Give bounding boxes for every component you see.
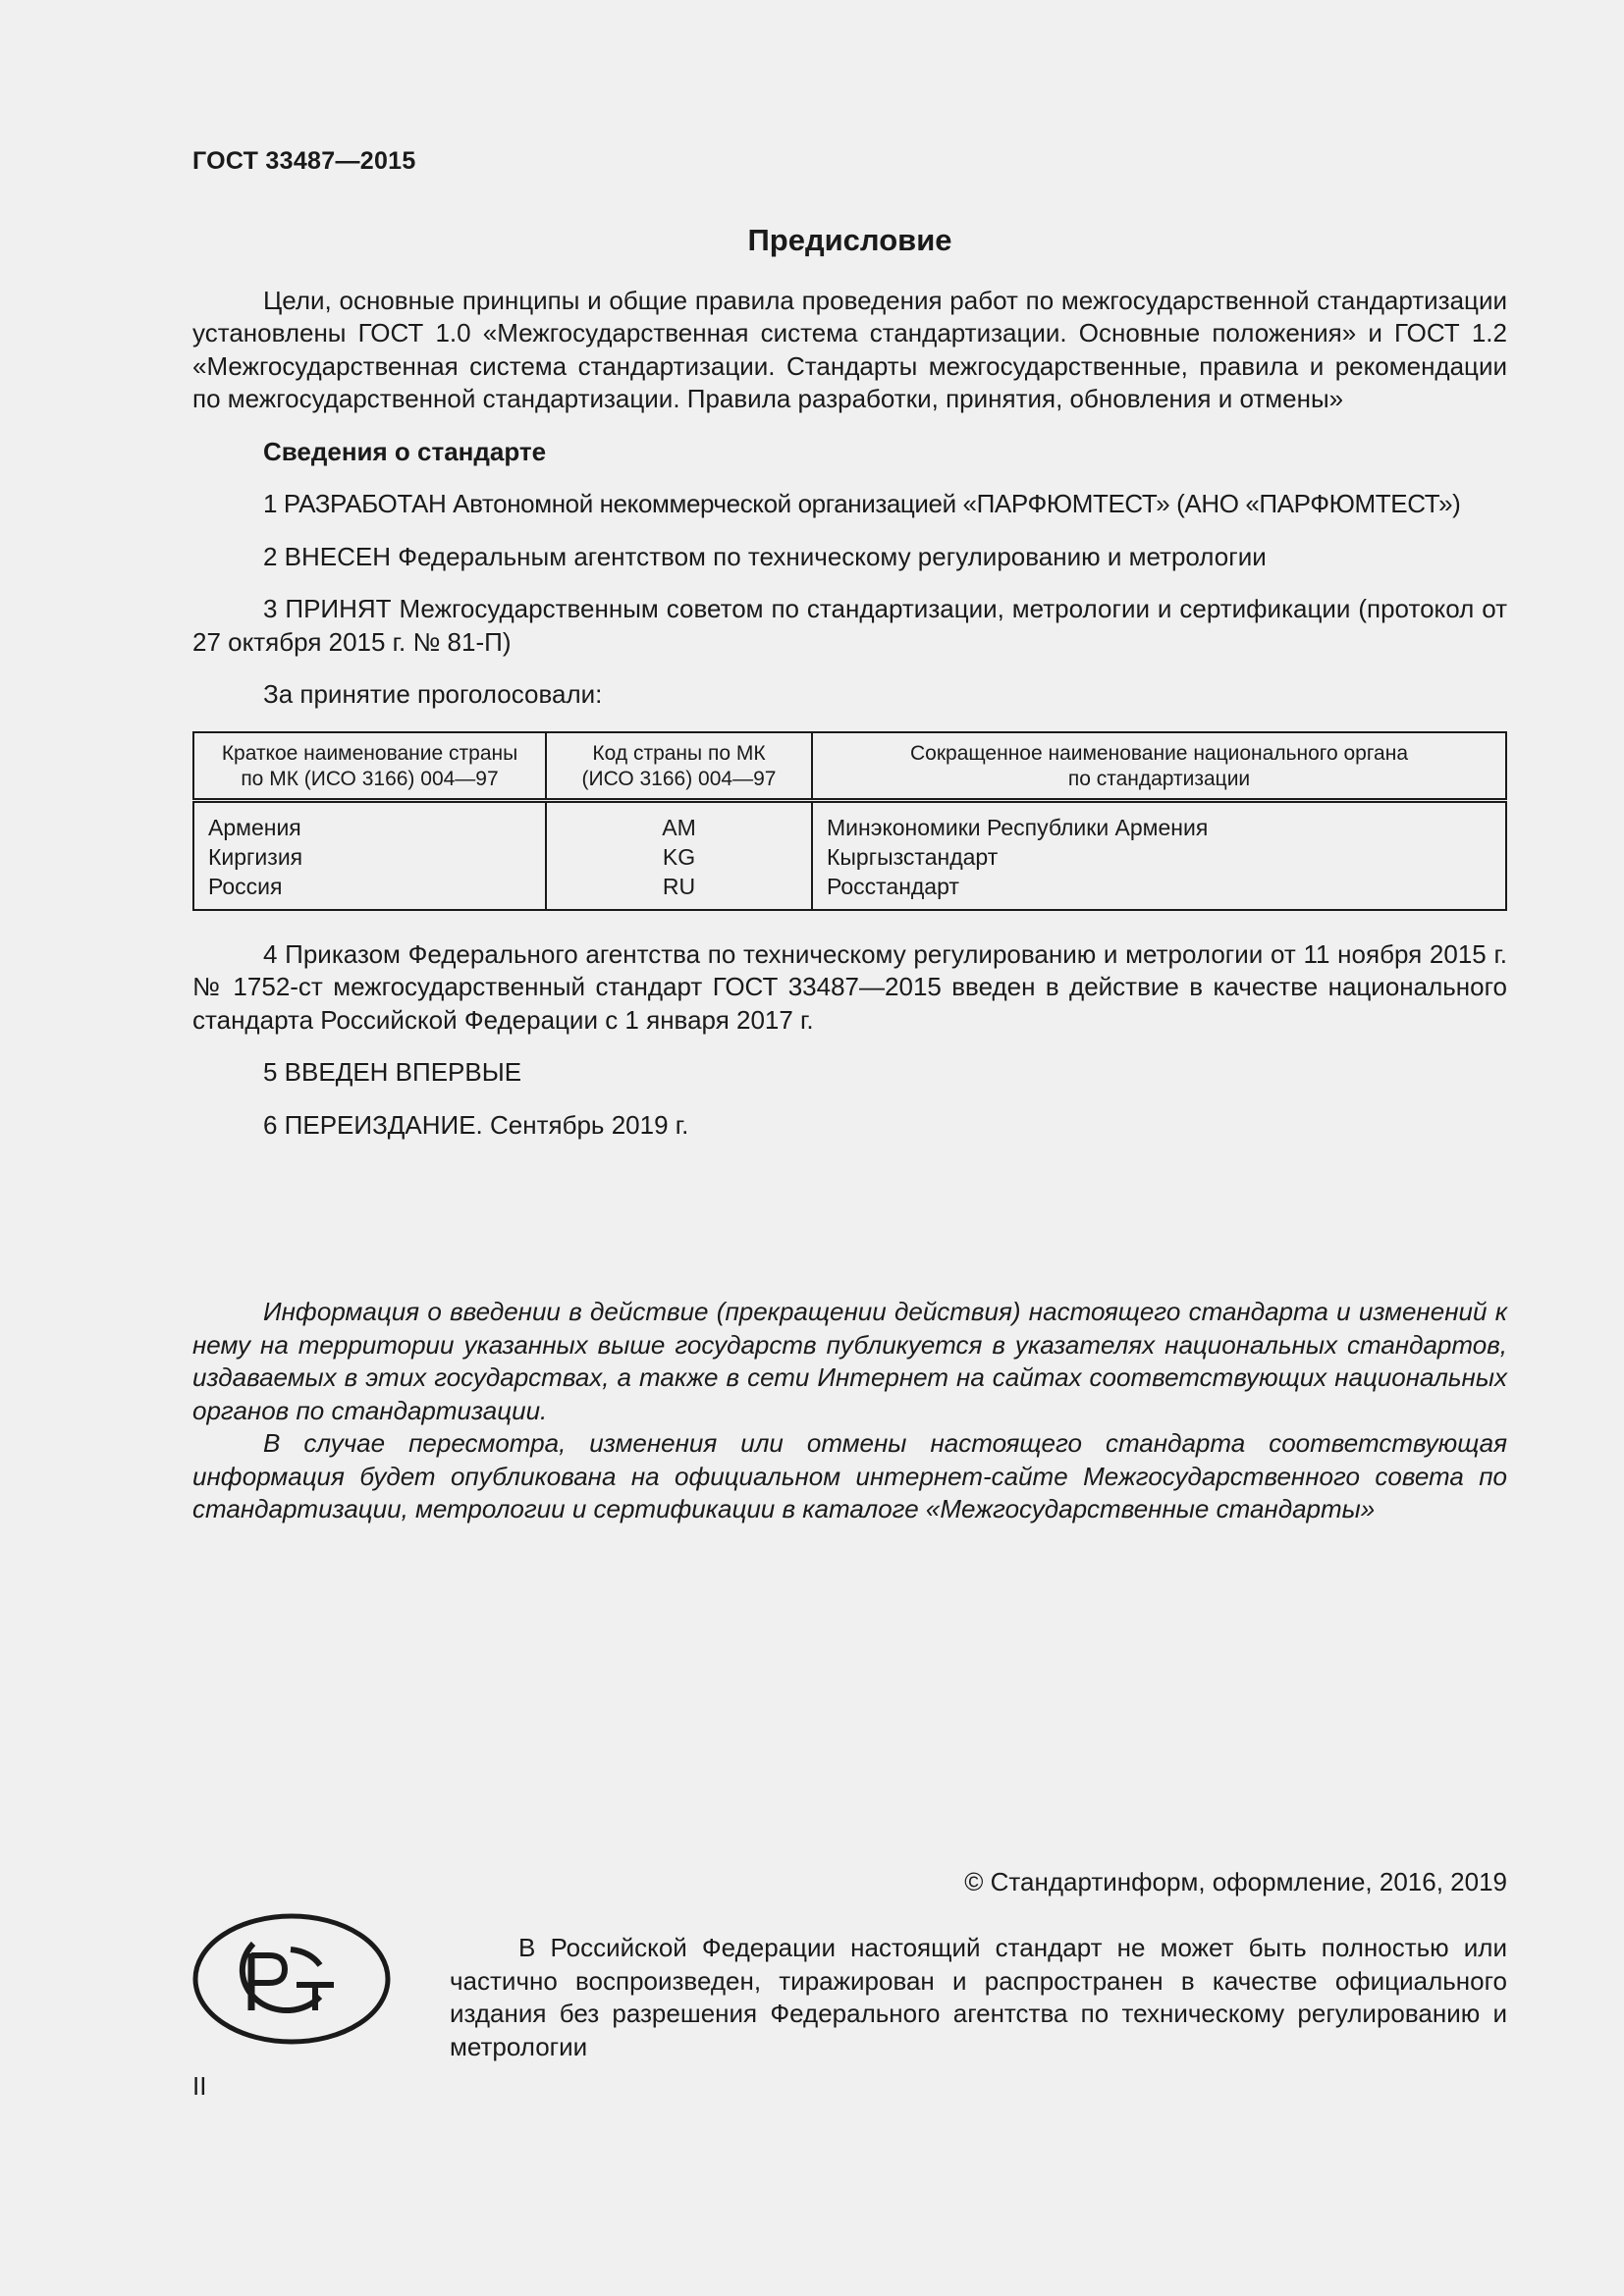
header-code-line2: (ИСО 3166) 004—97 <box>581 767 777 790</box>
header-country-line2: по МК (ИСО 3166) 004—97 <box>241 767 499 790</box>
italic-paragraph-2: В случае пересмотра, изменения или отмены настоящего стандарта соответствующая информация будет опубликована на официальном интернет-сайте Межгосударственного совета по стандартизации, метрологии и сертификации в каталоге «Межгосударственные стандарты» <box>192 1428 1507 1523</box>
header-country <box>193 732 546 801</box>
info-heading: Сведения о стандарте <box>263 436 547 466</box>
intro-paragraph: Цели, основные принципы и общие правила проведения работ по межгосударственной стандартизации установлены ГОСТ 1.0 «Межгосударственная система стандартизации. Основные положения» и ГОСТ 1.2 «Межгосударственная система стандартизации. Стандарты межгосударственные, правила и рекомендации по межгосударственной стандартизации. Правила разработки, принятия, обновления и отмены» <box>192 285 1507 413</box>
cell-country: Россия <box>193 872 546 910</box>
header-country-line1: Краткое наименование страны <box>221 741 518 765</box>
cell-country: Армения <box>193 800 546 842</box>
table-header-row <box>193 732 1506 801</box>
item-4: 4 Приказом Федерального агентства по техническому регулированию и метрологии от 11 ноября 2015 г. № 1752-ст межгосударственный стандарт ГОСТ 33487—2015 введен в действие в качестве национального стандарта Российской Федерации с 1 января 2017 г. <box>192 938 1507 1035</box>
notice-paragraph: В Российской Федерации настоящий стандарт не может быть полностью или частично воспроизведен, тиражирован и распространен в качестве официального издания без разрешения Федерального агентства по техническому регулированию и метрологии <box>450 1933 1507 2061</box>
table-row <box>193 842 1506 872</box>
italic-paragraph-1: Информация о введении в действие (прекращении действия) настоящего стандарта и изменений к нему на территории указанных выше государств публикуется в указателях национальных стандартов, издаваемых в этих государствах, а также в сети Интернет на сайтах соответствующих национальных органов по стандартизации. <box>192 1297 1507 1425</box>
cell-body: Минэкономики Республики Армения <box>812 800 1506 842</box>
info-notice-italic <box>192 1296 1507 1526</box>
header-code <box>546 732 812 801</box>
rst-logo-graphic <box>192 1912 391 2046</box>
header-body-line2: по стандартизации <box>1067 767 1251 790</box>
copyright-notice <box>450 1932 1507 2063</box>
cell-code: KG <box>546 842 812 872</box>
item-2: 2 ВНЕСЕН Федеральным агентством по техническому регулированию и метрологии <box>263 541 1267 571</box>
item-5: 5 ВВЕДЕН ВПЕРВЫЕ <box>263 1057 522 1087</box>
foreword-section <box>192 224 1507 1142</box>
header-body <box>812 732 1506 801</box>
cell-code: AM <box>546 800 812 842</box>
table-row <box>193 872 1506 910</box>
rst-certification-mark-icon <box>192 1912 391 2051</box>
item-6: 6 ПЕРЕИЗДАНИЕ. Сентябрь 2019 г. <box>263 1109 689 1140</box>
cell-country: Киргизия <box>193 842 546 872</box>
cell-code: RU <box>546 872 812 910</box>
header-body-line1: Сокращенное наименование национального органа <box>909 741 1409 765</box>
item-3: 3 ПРИНЯТ Межгосударственным советом по стандартизации, метрологии и сертификации (протокол от 27 октября 2015 г. № 81-П) <box>192 594 1507 657</box>
cell-body: Росстандарт <box>812 872 1506 910</box>
page-number: II <box>192 2071 207 2101</box>
voted-label: За принятие проголосовали: <box>263 679 603 709</box>
document-code: ГОСТ 33487—2015 <box>192 147 416 175</box>
header-code-line1: Код страны по МК <box>592 741 766 765</box>
cell-body: Кыргызстандарт <box>812 842 1506 872</box>
copyright-line: © Стандартинформ, оформление, 2016, 2019 <box>964 1867 1507 1896</box>
table-row <box>193 800 1506 842</box>
item-1: 1 РАЗРАБОТАН Автономной некоммерческой организацией «ПАРФЮМТЕСТ» (АНО «ПАРФЮМТЕСТ») <box>263 489 1461 518</box>
voting-table <box>192 731 1507 911</box>
page-title: Предисловие <box>747 223 952 257</box>
